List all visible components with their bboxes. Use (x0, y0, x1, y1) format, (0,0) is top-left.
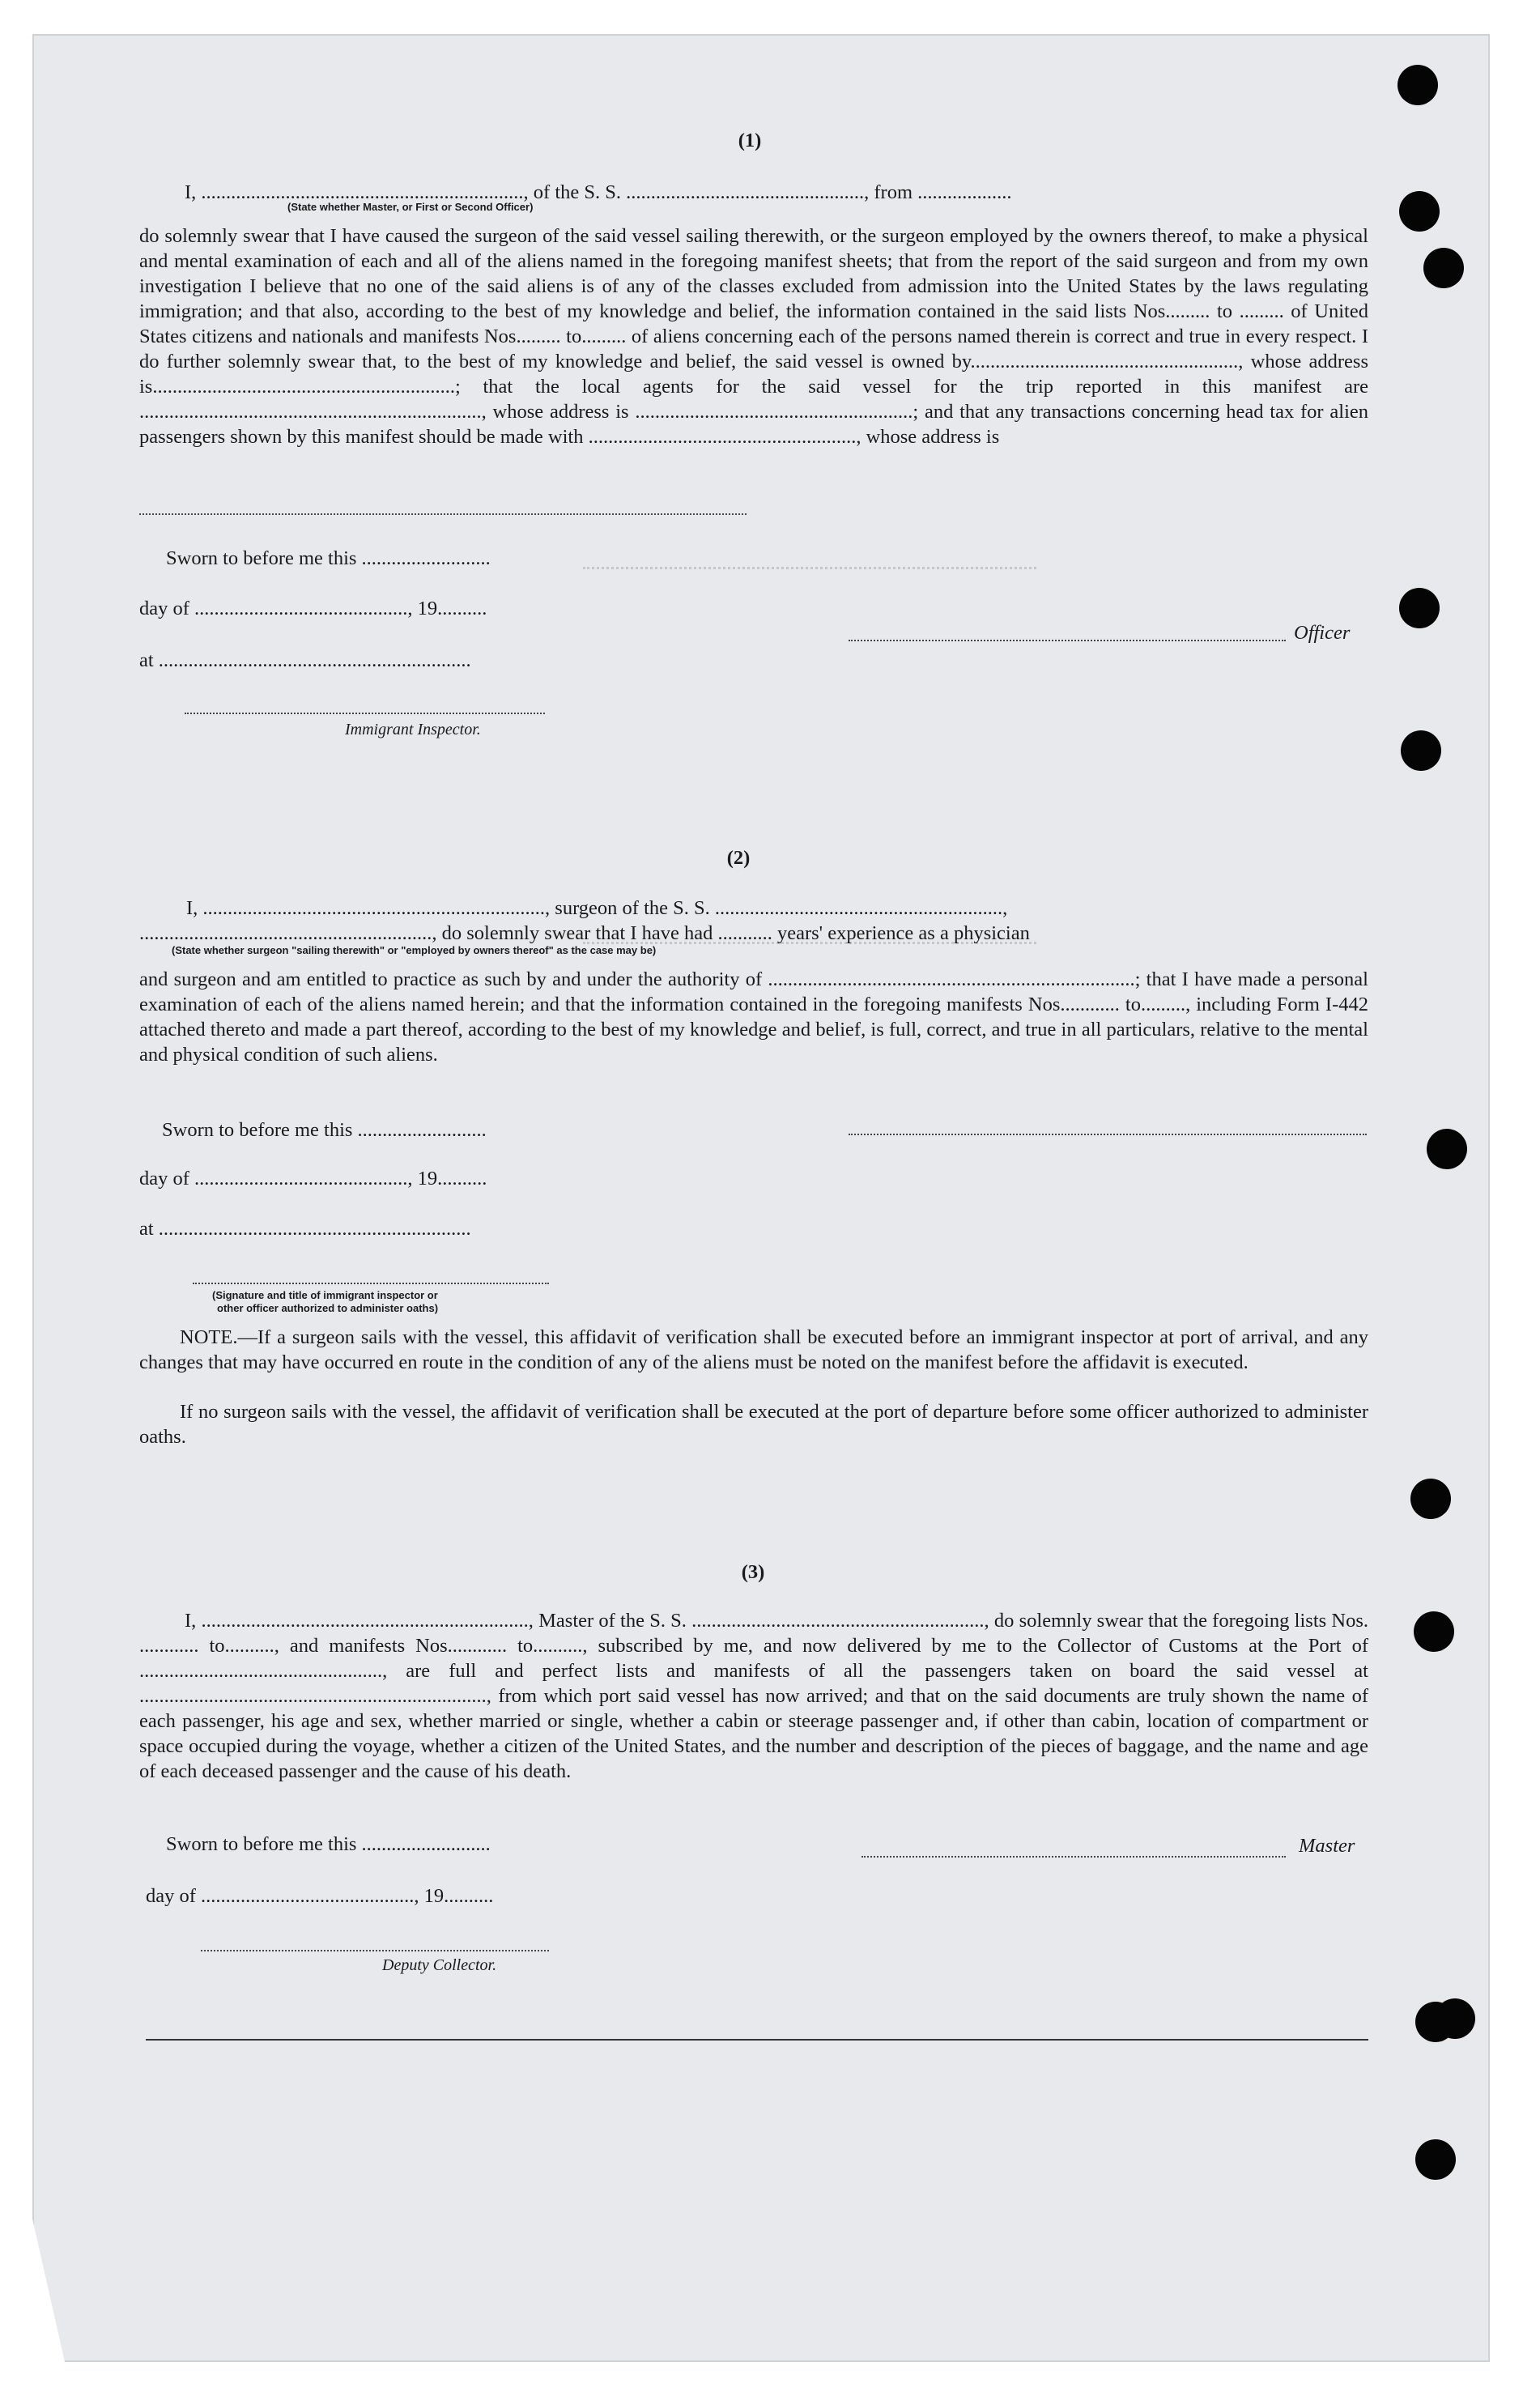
punch-hole (1423, 248, 1464, 288)
section-1-first-line: I, ................................................................., of the S. S. ................................................, from ................... (185, 181, 1012, 203)
section-1-inspector-signature-line (185, 713, 545, 714)
section-2-second-line: ..........................................................., do solemnly swear that I have had ........... years' experience as a physician (139, 922, 1030, 944)
section-3-day-line: day of ..........................................., 19.......... (146, 1885, 494, 1907)
torn-corner (32, 2219, 65, 2362)
section-2-signature-line (193, 1283, 549, 1284)
punch-hole (1427, 1129, 1467, 1169)
punch-hole (1399, 588, 1440, 628)
section-2-day-line: day of ..........................................., 19.......... (139, 1168, 487, 1189)
section-1-day-line: day of ..........................................., 19.......... (139, 598, 487, 619)
section-2-oath-paragraph: and surgeon and am entitled to practice as such by and under the authority of ..........................................................................; that I have made a personal examination of each of the aliens named herein; and that the information contained in the foregoing manifests Nos............ to........., including Form I-442 attached thereto and made a part thereof, according to the best of my knowledge and belief, is full, correct, and true in all particulars, relative to the mental and physical condition of such aliens. (139, 968, 1368, 1066)
section-1-heading: (1) (738, 130, 762, 151)
bleed-through-mark (583, 567, 1036, 944)
punch-hole (1399, 191, 1440, 232)
section-3-sworn-line: Sworn to before me this .......................... (166, 1833, 491, 1855)
section-3-oath-paragraph: I, .................................................................., Master of the S. S. ..........................................................., do solemnly swear that the foregoing lists Nos. ............ to.........., and manifests Nos............ to.........., subscribed by me, and now delivered by me to the Collector of Customs at the Port of ................................................., are full and perfect lists and manifests of all the passengers taken on board the said vessel at ......................................................................, from which port said vessel has now arrived; and that on the said documents are truly shown the name of each passenger, his age and sex, whether married or single, whether a cabin or steerage passenger and, if other than cabin, location of compartment or space occupied during the voyage, whether a citizen of the United States, and the number and description of the pieces of baggage, and the name and age of each deceased passenger and the cause of his death. (139, 1610, 1368, 1782)
section-3-collector-signature-line (201, 1950, 549, 1951)
section-2-note: NOTE.—If a surgeon sails with the vessel, this affidavit of verification shall be executed before an immigrant inspector at port of arrival, and any changes that may have occurred en route in the condition of any of the aliens must be noted on the manifest before the affidavit is executed. (139, 1326, 1368, 1373)
section-1-at-line: at ............................................................... (139, 649, 471, 671)
section-2-first-line: I, ....................................................................., surgeon of the S. S. .........................................................., (186, 897, 1008, 919)
section-3-collector-label: Deputy Collector. (382, 1956, 497, 1974)
section-1-blank-line (139, 513, 747, 515)
punch-hole (1397, 65, 1438, 105)
section-1-sworn-line: Sworn to before me this .......................... (166, 547, 491, 569)
punch-hole (1414, 1611, 1454, 1652)
bottom-rule (146, 2039, 1368, 2041)
section-2-signature-caption-2: other officer authorized to administer oaths) (217, 1302, 439, 1314)
section-2-note-continued: If no surgeon sails with the vessel, the affidavit of verification shall be executed at the port of departure before some officer authorized to administer oaths. (139, 1401, 1368, 1448)
section-2-signature-caption-1: (Signature and title of immigrant inspector or (212, 1289, 438, 1301)
punch-hole (1415, 2139, 1456, 2180)
section-2-heading: (2) (726, 847, 751, 869)
section-2-at-line: at ............................................................... (139, 1218, 471, 1240)
section-1-oath-paragraph: do solemnly swear that I have caused the surgeon of the said vessel sailing therewith, or the surgeon employed by the owners thereof, to make a physical and mental examination of each and all of the aliens named in the foregoing manifest sheets; that from the report of the said surgeon and from my own investigation I believe that no one of the said aliens is of any of the classes excluded from admission into the United States by the laws regulating immigration; and that also, according to the best of my knowledge and belief, the information contained in the said lists Nos......... to ......... of United States citizens and nationals and manifests Nos......... to......... of aliens concerning each of the persons named therein is correct and true in every respect. I do further solemnly swear that, to the best of my knowledge and belief, the said vessel is owned by......................................................, whose address is.............................................................; that the local agents for the said vessel for the trip reported in this manifest are ....................................................................., whose address is ........................................................; and that any transactions concerning head tax for alien passengers shown by this manifest should be made with ......................................................, whose address is (139, 225, 1368, 448)
section-3-master-signature-line (861, 1856, 1286, 1858)
section-2-sworn-line: Sworn to before me this .......................... (162, 1119, 487, 1141)
section-1-caption: (State whether Master, or First or Second Officer) (287, 201, 534, 213)
section-2-surgeon-signature-line (849, 1134, 1367, 1135)
punch-hole (1410, 1479, 1451, 1519)
section-1-officer-signature-line (849, 640, 1286, 641)
section-1-inspector-label: Immigrant Inspector. (345, 721, 481, 738)
section-3-master-label: Master (1299, 1835, 1355, 1857)
section-1-officer-label: Officer (1294, 622, 1351, 644)
section-2-caption: (State whether surgeon "sailing therewith" or "employed by owners thereof" as the case may be) (172, 944, 657, 956)
punch-hole (1401, 730, 1441, 771)
punch-hole (1435, 1998, 1475, 2039)
section-3-heading: (3) (741, 1561, 765, 1583)
